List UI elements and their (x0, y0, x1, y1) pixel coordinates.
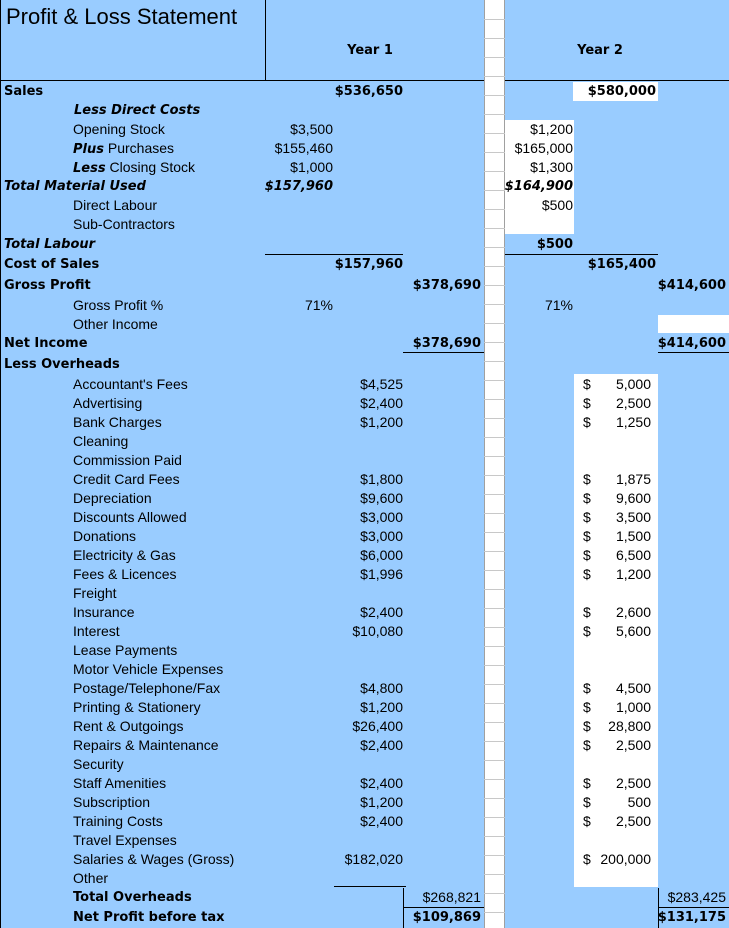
opening-stock-label: Opening Stock (73, 121, 165, 137)
net-income-label: Net Income (4, 336, 88, 351)
year1-header: Year 1 (347, 43, 393, 58)
overhead-y1[interactable]: $4,800 (360, 680, 403, 696)
purchases-row-label (73, 139, 174, 158)
overhead-y2-currency: $ (583, 775, 591, 791)
overhead-label: Cleaning (73, 433, 129, 449)
overhead-label: Training Costs (73, 813, 163, 829)
purchases-prefix: Plus (73, 142, 104, 157)
total-material-y2: $164,900 (504, 179, 573, 194)
overhead-y1[interactable]: $3,000 (360, 528, 403, 544)
overhead-label: Motor Vehicle Expenses (73, 661, 224, 677)
closing-stock-y2[interactable]: $1,300 (530, 159, 573, 175)
opening-stock-y2[interactable]: $1,200 (530, 121, 573, 137)
overhead-y2[interactable]: 1,000 (615, 699, 651, 715)
sales-y2[interactable]: $580,000 (587, 84, 656, 99)
overhead-label: Lease Payments (73, 642, 178, 658)
overhead-y1[interactable]: $2,400 (360, 395, 403, 411)
overhead-y2-currency: $ (583, 718, 591, 734)
gross-profit-pct-y1: 71% (304, 297, 333, 313)
overhead-y2[interactable]: 1,875 (615, 471, 651, 487)
overhead-label: Depreciation (73, 490, 152, 506)
total-overheads-label: Total Overheads (73, 890, 192, 905)
overhead-y1[interactable]: $3,000 (360, 509, 403, 525)
other-income-label: Other Income (73, 316, 158, 332)
cost-of-sales-label: Cost of Sales (4, 257, 100, 272)
overhead-y1[interactable]: $2,400 (360, 813, 403, 829)
total-labour-y2: $500 (536, 237, 573, 252)
gross-profit-pct-y2: 71% (544, 297, 573, 313)
overhead-label: Electricity & Gas (73, 547, 176, 563)
overhead-y1[interactable]: $182,020 (344, 851, 403, 867)
net-profit-label: Net Profit before tax (73, 910, 225, 925)
overhead-y1[interactable]: $1,200 (360, 699, 403, 715)
overhead-label: Insurance (73, 604, 135, 620)
other-income-y2-input-bg (658, 315, 729, 333)
overhead-y2[interactable]: 500 (627, 794, 651, 810)
overhead-label: Bank Charges (73, 414, 162, 430)
overhead-y2[interactable]: 2,500 (615, 395, 651, 411)
overhead-y1[interactable]: $6,000 (360, 547, 403, 563)
overhead-y1[interactable]: $1,800 (360, 471, 403, 487)
net-income-y1: $378,690 (412, 336, 481, 351)
direct-labour-label: Direct Labour (73, 197, 158, 213)
overhead-label: Repairs & Maintenance (73, 737, 219, 753)
less-overheads-label: Less Overheads (4, 357, 120, 372)
gross-profit-pct-label: Gross Profit % (73, 297, 164, 313)
purchases-label: Purchases (107, 140, 175, 156)
overhead-y2[interactable]: 28,800 (608, 718, 651, 734)
overhead-label: Interest (73, 623, 120, 639)
overhead-label: Subscription (73, 794, 151, 810)
sales-y1[interactable]: $536,650 (334, 84, 403, 99)
overhead-label: Staff Amenities (73, 775, 167, 791)
overhead-y2-currency: $ (583, 604, 591, 620)
overhead-label: Security (73, 756, 124, 772)
overhead-y2-currency: $ (583, 471, 591, 487)
direct-labour-y2[interactable]: $500 (541, 197, 573, 213)
closing-stock-row-label (73, 158, 195, 177)
gross-profit-y1: $378,690 (412, 278, 481, 293)
overhead-y2[interactable]: 2,500 (615, 737, 651, 753)
closing-stock-y1[interactable]: $1,000 (290, 159, 333, 175)
overhead-y1[interactable]: $2,400 (360, 737, 403, 753)
total-labour-label: Total Labour (4, 237, 96, 252)
overhead-label: Rent & Outgoings (73, 718, 184, 734)
panel-left-edge (0, 0, 1, 928)
overhead-y2-currency: $ (583, 851, 591, 867)
overhead-label: Accountant's Fees (73, 376, 188, 392)
overhead-y1[interactable]: $2,400 (360, 604, 403, 620)
overhead-label: Other (73, 870, 109, 886)
overhead-y2[interactable]: 2,500 (615, 813, 651, 829)
overhead-y2[interactable]: 6,500 (615, 547, 651, 563)
overhead-y2-currency: $ (583, 547, 591, 563)
closing-stock-label: Closing Stock (109, 159, 196, 175)
year2-header: Year 2 (577, 43, 623, 58)
overhead-y2-currency: $ (583, 566, 591, 582)
overhead-y2[interactable]: 2,600 (615, 604, 651, 620)
purchases-y1[interactable]: $155,460 (274, 140, 333, 156)
overhead-y2[interactable]: 3,500 (615, 509, 651, 525)
overhead-label: Donations (73, 528, 137, 544)
cost-of-sales-y1: $157,960 (334, 257, 403, 272)
overhead-label: Travel Expenses (73, 832, 177, 848)
overhead-label: Commission Paid (73, 452, 182, 468)
overhead-label: Fees & Licences (73, 566, 177, 582)
gross-profit-label: Gross Profit (4, 278, 91, 293)
purchases-y2[interactable]: $165,000 (514, 140, 573, 156)
total-material-label: Total Material Used (4, 179, 146, 194)
overhead-y1[interactable]: $2,400 (360, 775, 403, 791)
net-profit-y1: $109,869 (412, 910, 481, 925)
overhead-label: Freight (73, 585, 117, 601)
overhead-y2-currency: $ (583, 490, 591, 506)
overhead-y1[interactable]: $1,200 (360, 794, 403, 810)
overhead-y2-currency: $ (583, 528, 591, 544)
closing-stock-prefix: Less (73, 161, 106, 176)
overhead-y1[interactable]: $10,080 (352, 623, 403, 639)
header-underline (0, 80, 484, 81)
sales-label: Sales (4, 84, 44, 99)
less-direct-costs-label: Less Direct Costs (74, 103, 201, 118)
overhead-y2-currency: $ (583, 414, 591, 430)
total-overheads-line-y1 (334, 886, 406, 887)
overhead-y2[interactable]: 1,500 (615, 528, 651, 544)
overhead-y2-currency: $ (583, 509, 591, 525)
opening-stock-y1[interactable]: $3,500 (290, 121, 333, 137)
overhead-y1[interactable]: $9,600 (360, 490, 403, 506)
overhead-label: Printing & Stationery (73, 699, 201, 715)
overhead-y2[interactable]: 5,000 (615, 376, 651, 392)
label-column-divider (265, 0, 266, 80)
overhead-y2-currency: $ (583, 794, 591, 810)
overhead-y1[interactable]: $1,996 (360, 566, 403, 582)
page-title: Profit & Loss Statement (6, 4, 238, 29)
overhead-y2[interactable]: 5,600 (615, 623, 651, 639)
overhead-y1[interactable]: $1,200 (360, 414, 403, 430)
overhead-y2-currency: $ (583, 699, 591, 715)
header-underline-y2 (505, 80, 729, 81)
overhead-y2-currency: $ (583, 376, 591, 392)
overhead-y2[interactable]: 4,500 (615, 680, 651, 696)
gross-profit-y2: $414,600 (657, 278, 726, 293)
overhead-y2[interactable]: 9,600 (615, 490, 651, 506)
overhead-y2-currency: $ (583, 395, 591, 411)
overhead-y2-currency: $ (583, 737, 591, 753)
overhead-y2[interactable]: 200,000 (600, 851, 651, 867)
overhead-y1[interactable]: $26,400 (352, 718, 403, 734)
overhead-y2[interactable]: 1,250 (615, 414, 651, 430)
total-overheads-y2: $283,425 (667, 889, 726, 905)
total-overheads-y1: $268,821 (422, 889, 481, 905)
overhead-y2-currency: $ (583, 813, 591, 829)
net-profit-y2: $131,175 (657, 910, 726, 925)
net-income-y2: $414,600 (657, 336, 726, 351)
cost-of-sales-y2: $165,400 (587, 257, 656, 272)
overhead-y2[interactable]: 2,500 (615, 775, 651, 791)
sub-contractors-label: Sub-Contractors (73, 216, 175, 232)
overhead-label: Credit Card Fees (73, 471, 180, 487)
overhead-y1[interactable]: $4,525 (360, 376, 403, 392)
overhead-y2[interactable]: 1,200 (615, 566, 651, 582)
overhead-y2-currency: $ (583, 623, 591, 639)
overhead-label: Discounts Allowed (73, 509, 187, 525)
overhead-label: Salaries & Wages (Gross) (73, 851, 235, 867)
overhead-label: Postage/Telephone/Fax (73, 680, 221, 696)
overhead-label: Advertising (73, 395, 143, 411)
overhead-y2-currency: $ (583, 680, 591, 696)
total-material-y1: $157,960 (264, 179, 333, 194)
